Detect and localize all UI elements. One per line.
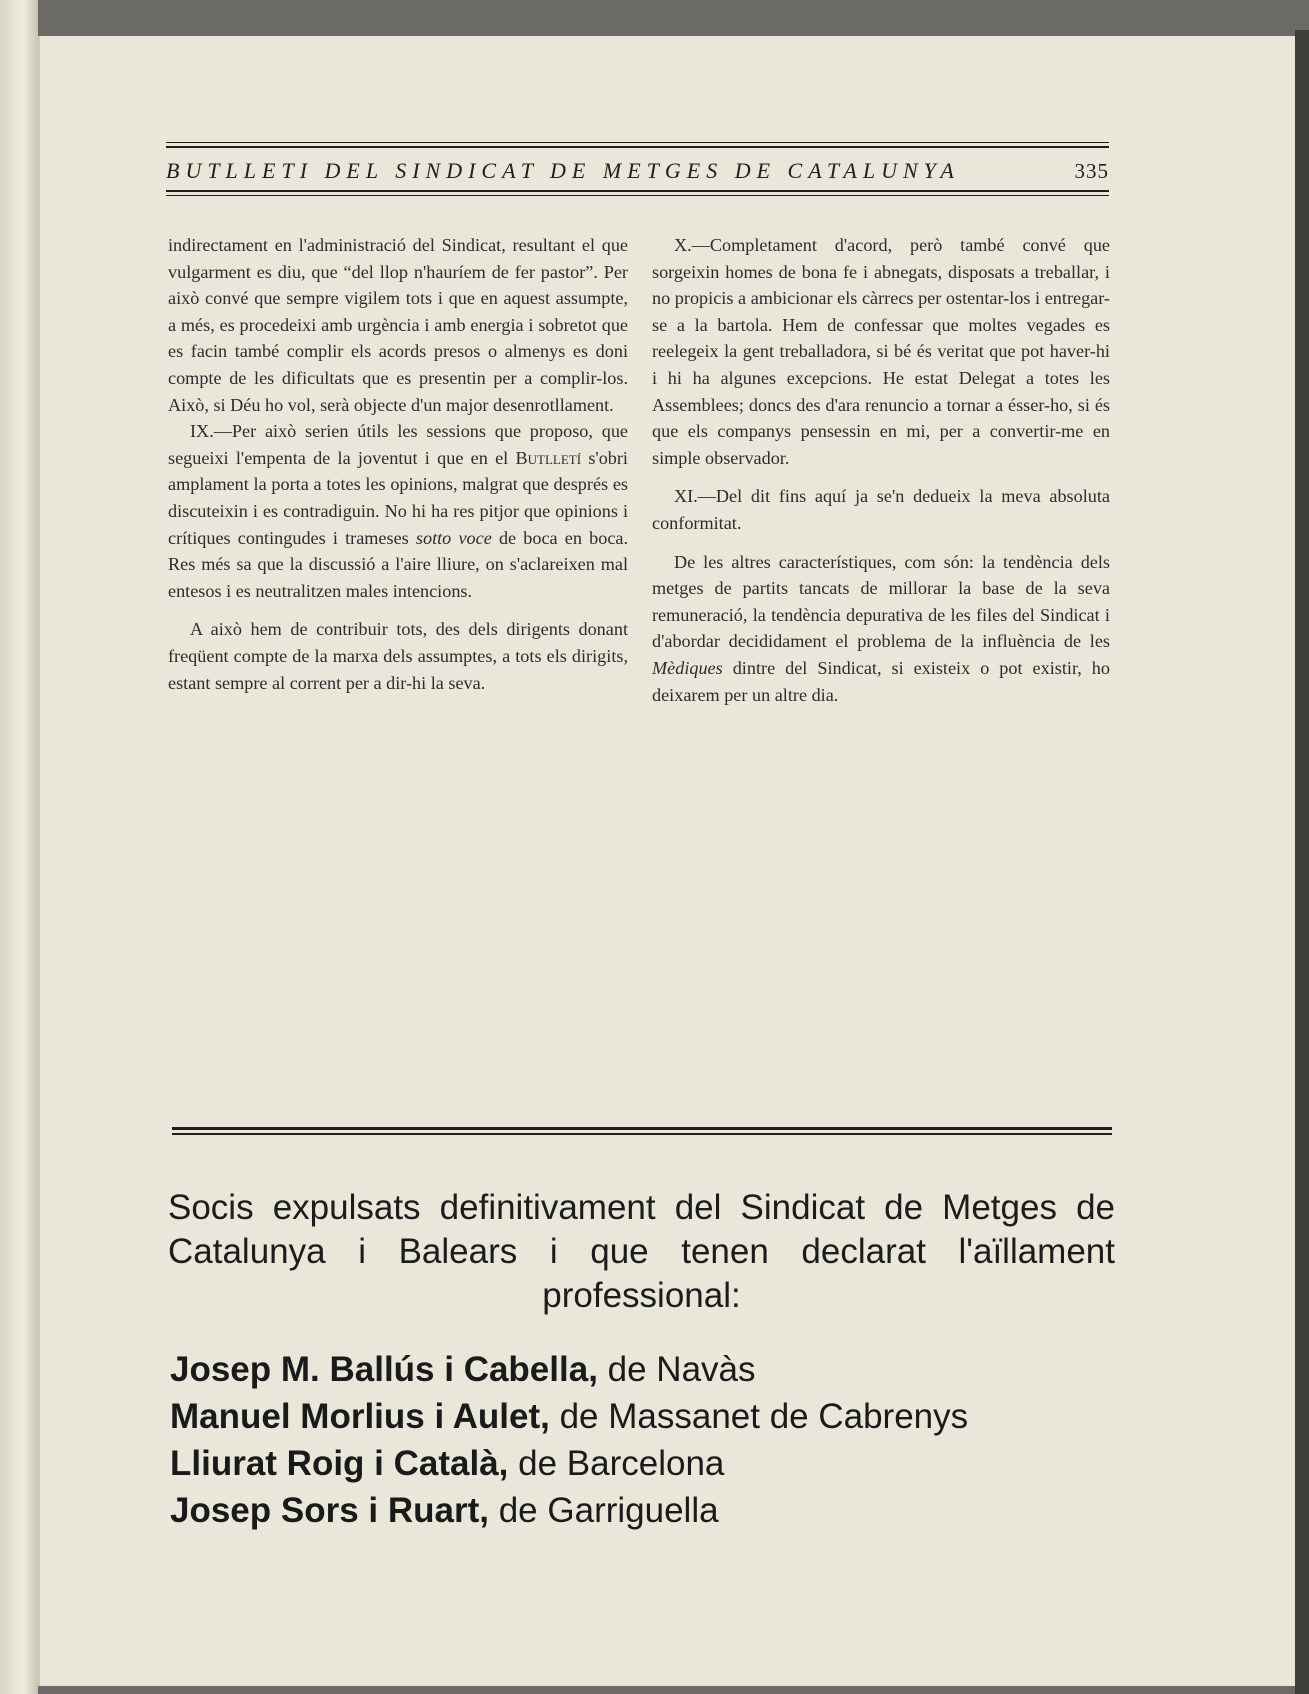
paragraph-x: X.—Completament d'acord, però també convé que sorgeixin homes de bona fe i abnegats, disposats a treballar, i no propicis a ambicionar els càrrecs per ostentar-los i entregar-se a la bartola. Hem de confessar que moltes vegades es reelegeix la gent treballadora, si bé és veritat que pot haver-hi i hi ha algunes excepcions. He estat Delegat a totes les Assemblees; doncs des d'ara renuncio a tornar a ésser-ho, si és que els companys pensessin en mi, per a convertir-me en simple observador. — [652, 235, 1110, 468]
right-column — [652, 232, 1110, 708]
paragraph-xi: XI.—Del dit fins aquí ja se'n dedueix la meva absoluta conformitat. — [652, 486, 1110, 533]
member-row: Manuel Morlius i Aulet, de Massanet de Cabrenys — [170, 1397, 969, 1436]
book-spine — [0, 0, 38, 1694]
member-row: Josep M. Ballús i Cabella, de Navàs — [170, 1350, 756, 1389]
section-divider — [172, 1127, 1112, 1138]
notice-title: Socis expulsats definitivament del Sindicat de Metges de Catalunya i Balears i que tenen declarat l'aïllament professional: — [168, 1188, 1115, 1315]
running-header — [166, 156, 1109, 186]
page-edge — [1295, 30, 1309, 1694]
paragraph-ix: IX.—Per això serien útils les sessions que proposo, que segueixi l'empenta de la joventut i que en el Butlletí s'obri amplament la porta a totes les opinions, malgrat que després es discuteixin i es contradiguin. No hi ha res pitjor que opinions i crítiques contingudes i trameses sotto voce de boca en boca. Res més sa que la discussió a l'aire lliure, on s'aclareixen mal entesos i es neutralitzen males intencions. — [168, 421, 629, 601]
page-number: 335 — [1074, 158, 1109, 183]
header-rule-bottom — [166, 190, 1109, 196]
paragraph: indirectament en l'administració del Sindicat, resultant el que vulgarment es diu, que “del llop n'hauríem de fer pastor”. Per això convé que sempre vigilem tots i que en aquest assumpte, a més, es procedeixi amb urgència i amb energia i sobretot que es facin també complir els acords presos o almenys es doni compte de les dificultats que es presentin per a complir-los. Això, si Déu ho vol, serà objecte d'un major desenrotllament. — [168, 235, 628, 415]
paragraph: A això hem de contribuir tots, des dels dirigents donant freqüent compte de la marxa dels assumptes, a tots els dirigits, estant sempre al corrent per a dir-hi la seva. — [168, 619, 628, 693]
header-rule-top — [166, 142, 1109, 148]
expelled-members-list — [170, 1346, 1120, 1534]
running-title: BUTLLETI DEL SINDICAT DE METGES DE CATALUNYA — [166, 158, 960, 183]
member-row: Lliurat Roig i Català, de Barcelona — [170, 1444, 725, 1483]
left-column — [168, 232, 628, 696]
paragraph: De les altres característiques, com són: la tendència dels metges de partits tancats de millorar la base de la seva remuneració, la tendència depurativa de les files del Sindicat i d'abordar decididament el problema de la influència de les Mèdiques dintre del Sindicat, si existeix o pot existir, ho deixarem per un altre dia. — [652, 551, 1110, 705]
member-row: Josep Sors i Ruart, de Garriguella — [170, 1491, 719, 1530]
